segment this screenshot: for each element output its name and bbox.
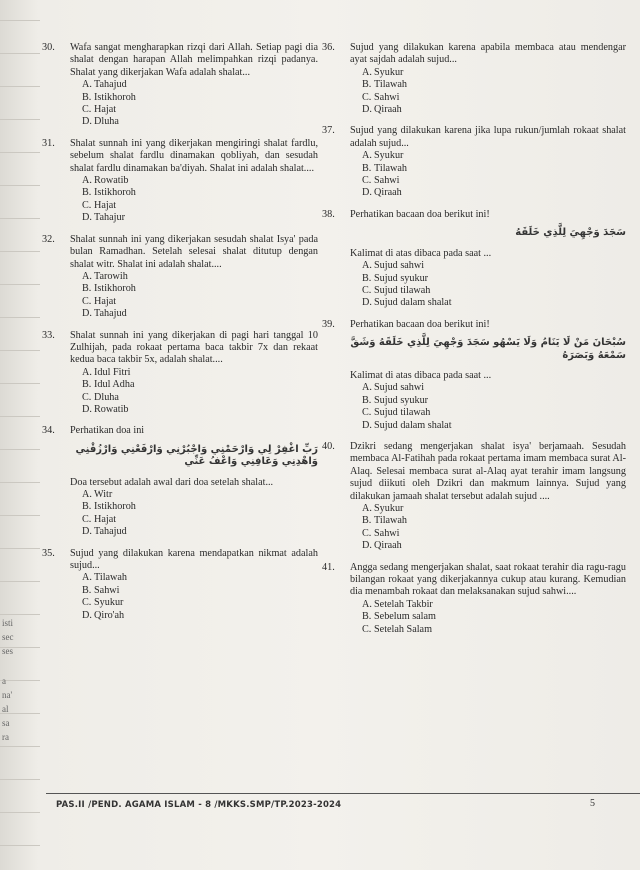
option-text: Sujud syukur [374,394,429,406]
answer-option [56,489,318,501]
answer-option [336,540,626,552]
option-text: Sahwi [374,527,400,539]
question-text: Angga sedang mengerjakan shalat, saat rokaat terahir dia ragu-ragu bilangan rokaat yang dikerjakannya cukup atau kurang. Kemudian dia menambah rokaat dan melaksanakan sujud sahwi.... [350,561,626,598]
option-letter: D. [82,609,92,621]
option-text: Qiraah [374,104,402,116]
question-text: Shalat sunnah ini yang dikerjakan mengiringi shalat fardlu, sebelum shalat fardlu dinamakan qobliyah, dan sesudah shalat fardlu dinamakan ba'diyah. Shalat ini adalah shalat.... [70,137,318,174]
question-text: Wafa sangat mengharapkan rizqi dari Allah. Setiap pagi dia shalat dengan harapan Allah melimpahkan rizqi padanya. Shalat yang dikerjakan Wafa adalah shalat... [70,42,318,78]
option-text: Tilawah [374,79,408,91]
option-letter: C. [82,391,92,403]
answer-option [336,67,626,79]
question-number: 34. [42,425,55,437]
option-text: Sujud sahwi [374,260,425,272]
question-number: 31. [42,137,55,149]
answer-option [336,515,626,527]
option-text: Sujud tilawah [374,284,431,296]
option-letter: D. [362,419,372,431]
option-letter: A. [362,382,372,394]
answer-option [56,585,318,597]
option-text: Syukur [374,150,404,162]
option-text: Sujud dalam shalat [374,419,452,431]
answer-option [336,599,626,611]
option-letter: B. [82,283,92,295]
option-letter: C. [82,295,92,307]
question-33 [42,329,318,426]
answer-option [336,163,626,175]
right-column [322,42,626,645]
option-text: Hajat [94,295,117,307]
option-text: Istikhoroh [94,283,136,295]
option-letter: A. [82,79,92,91]
option-text: Sahwi [374,175,400,187]
margin-fragment: a [2,676,6,686]
option-text: Syukur [94,597,124,609]
question-34 [42,425,318,547]
option-text: Hajat [94,199,117,211]
answer-option [56,187,318,199]
option-letter: B. [362,162,372,174]
answer-option [56,308,318,320]
option-text: Tahajur [94,212,125,224]
option-text: Tilawah [94,572,128,584]
arabic-prayer-text: سُبْحَانَ مَنْ لَا يَنَامُ وَلَا يَسْهُو سَجَدَ وَجْهِيَ لِلَّذِي خَلَقَهُ وَشَقَّ سَمْعَهُ وَبَصَرَهُ [350,337,626,361]
option-letter: C. [82,199,92,211]
margin-fragment: sa [2,718,10,728]
question-stem [42,42,318,79]
option-letter: D. [362,540,372,552]
answer-option [336,285,626,297]
question-36 [322,42,626,125]
answer-option [56,379,318,391]
answer-option [336,624,626,636]
option-letter: A. [362,503,372,514]
answer-option [56,514,318,526]
question-stem [42,425,318,437]
option-letter: C. [362,527,372,539]
option-text: Sujud dalam shalat [374,297,452,309]
question-stem [42,329,318,367]
option-text: Sujud tilawah [374,407,431,419]
option-text: Dluha [94,391,119,403]
question-prompt: Kalimat di atas dibaca pada saat ... [350,247,492,259]
question-stem [322,125,626,150]
option-text: Sujud sahwi [374,382,425,394]
answer-option [336,611,626,623]
margin-fragment: na' [2,690,13,700]
answer-option [336,260,626,272]
option-letter: A. [362,260,372,272]
question-text: Sujud yang dilakukan karena mendapatkan nikmat adalah sujud... [70,547,318,572]
question-stem [42,137,318,175]
question-number: 30. [42,42,55,53]
option-text: Setelah Salam [374,623,432,635]
question-number: 32. [42,233,55,245]
option-letter: A. [82,572,92,584]
option-letter: B. [82,91,92,103]
option-text: Rowatib [94,175,129,187]
option-text: Qiraah [374,540,402,552]
answer-option [56,283,318,295]
option-text: Sujud syukur [374,272,429,284]
question-text: Dzikri sedang mengerjakan shalat isya' berjamaah. Sesudah membaca Al-Fatihah pada rokaat pertama imam membaca surat Al-Alaq. Selesai membaca surat al-Alaq ayat terahir imam langsung sujud diikuti oleh Dzikri dan makmum lainnya. Sujud yang dilakukan jamaah shalat tersebut adalah sujud .... [350,440,626,502]
question-stem [322,318,626,331]
answer-option [336,150,626,162]
question-40 [322,440,626,562]
answer-option [336,395,626,407]
answer-option [336,92,626,104]
option-letter: C. [362,407,372,419]
question-41 [322,561,626,645]
answer-option [56,597,318,609]
margin-fragment: al [2,704,9,714]
option-letter: B. [362,515,372,527]
answer-option [336,528,626,540]
answer-option [336,79,626,91]
option-text: Witr [94,489,113,500]
question-text: Shalat sunnah ini yang dikerjakan di pagi hari tanggal 10 Zulhijah, pada rokaat pertama baca takbir 7x dan rekaat kedua baca takbir 5x, adalah shalat.... [70,329,318,366]
option-text: Istikhoroh [94,91,136,103]
option-letter: B. [82,584,92,596]
option-text: Syukur [374,66,404,78]
option-letter: C. [82,513,92,525]
arabic-prayer-text: رَبِّ اغْفِرْ لِي وَارْحَمْنِي وَاجْبُرْنِي وَارْفَعْنِي وَارْزُقْنِي وَاهْدِنِي وَعَافِنِي وَاعْفُ عَنِّي [75,443,318,468]
question-prompt: Doa tersebut adalah awal dari doa setelah shalat... [70,476,274,488]
answer-option [56,212,318,224]
arabic-prayer-text: سَجَدَ وَجْهِيَ لِلَّذِي خَلَقَهُ [515,227,626,239]
answer-option [336,503,626,515]
question-number: 36. [322,42,335,53]
option-letter: D. [82,308,92,320]
answer-option [56,367,318,379]
option-text: Setelah Takbir [374,598,433,610]
question-text: Perhatikan doa ini [70,425,145,437]
option-letter: D. [362,297,372,309]
option-text: Sebelum salam [374,611,436,623]
answer-option [336,382,626,394]
option-letter: B. [362,272,372,284]
question-stem [322,440,626,503]
option-letter: D. [82,212,92,224]
option-text: Tilawah [374,515,408,527]
question-stem [322,208,626,221]
option-text: Istikhoroh [94,501,136,513]
option-letter: B. [362,79,372,91]
option-text: Hajat [94,513,117,525]
option-letter: D. [362,187,372,199]
option-letter: C. [82,597,92,609]
option-text: Tarowih [94,270,128,282]
question-stem [42,547,318,573]
option-letter: D. [82,526,92,538]
question-37 [322,125,626,208]
option-letter: B. [82,379,92,391]
answer-option [336,407,626,419]
option-letter: A. [82,175,92,187]
question-stem [322,561,626,599]
answer-option [336,187,626,199]
left-column [42,42,318,631]
answer-option [56,200,318,212]
option-text: Tahajud [94,79,127,91]
answer-option [56,116,318,128]
option-letter: C. [362,623,372,635]
answer-option [56,501,318,513]
option-letter: B. [82,187,92,199]
question-text: Shalat sunnah ini yang dikerjakan sesudah shalat Isya' pada bulan Ramadhan. Setelah selesai shalat ditutup dengan shalat witr. Shalat ini adalah shalat.... [70,233,318,270]
option-letter: C. [82,104,92,116]
margin-fragment: ses [2,646,13,656]
margin-fragment: ra [2,732,9,742]
answer-option [56,610,318,622]
question-number: 33. [42,329,55,341]
question-text: Perhatikan bacaan doa berikut ini! [350,208,490,220]
option-letter: A. [82,489,92,500]
option-text: Tahajud [94,526,127,538]
option-text: Idul Fitri [94,366,131,378]
footer-divider [46,793,640,794]
answer-option [56,92,318,104]
option-text: Hajat [94,104,117,116]
question-39 [322,318,626,441]
option-letter: B. [362,611,372,623]
answer-option [56,404,318,416]
answer-option [56,572,318,584]
option-text: Sahwi [94,584,120,596]
option-letter: B. [362,394,372,406]
option-letter: C. [362,284,372,296]
question-number: 40. [322,440,335,452]
option-letter: B. [82,501,92,513]
answer-option [336,297,626,309]
option-letter: A. [82,270,92,282]
margin-fragment: sec [2,632,14,642]
answer-option [56,392,318,404]
option-letter: C. [362,175,372,187]
question-text: Perhatikan bacaan doa berikut ini! [350,318,490,330]
option-text: Dluha [94,116,119,128]
option-text: Tilawah [374,162,408,174]
option-letter: D. [362,104,372,116]
answer-option [56,271,318,283]
question-number: 38. [322,208,335,220]
option-letter: A. [82,366,92,378]
option-letter: D. [82,403,92,415]
option-letter: A. [362,66,372,78]
option-text: Idul Adha [94,379,135,391]
question-30 [42,42,318,138]
option-text: Tahajud [94,308,127,320]
option-text: Sahwi [374,91,400,103]
question-number: 39. [322,318,335,330]
question-text: Sujud yang dilakukan karena apabila membaca atau mendengar ayat sajdah adalah sujud... [350,42,626,66]
option-letter: C. [362,91,372,103]
option-text: Istikhoroh [94,187,136,199]
option-letter: A. [362,150,372,162]
answer-option [336,175,626,187]
question-number: 37. [322,125,335,137]
answer-option [56,296,318,308]
question-stem [42,233,318,271]
option-letter: A. [362,598,372,610]
question-35 [42,547,318,631]
question-text: Sujud yang dilakukan karena jika lupa rukun/jumlah rokaat shalat adalah sujud... [350,125,626,149]
option-text: Qiro'ah [94,609,125,621]
question-number: 35. [42,547,55,559]
answer-option [56,104,318,116]
question-31 [42,137,318,234]
option-letter: D. [82,116,92,128]
answer-option [336,420,626,432]
answer-option [336,104,626,116]
page-number: 5 [590,798,595,809]
answer-option [56,526,318,538]
question-number: 41. [322,561,335,573]
question-stem [322,42,626,67]
answer-option [336,273,626,285]
margin-fragment: isti [2,618,14,628]
question-38 [322,208,626,319]
option-text: Rowatib [94,403,129,415]
option-text: Syukur [374,503,404,514]
footer-text: PAS.II /PEND. AGAMA ISLAM - 8 /MKKS.SMP/TP.2023-2024 [56,800,342,810]
question-prompt: Kalimat di atas dibaca pada saat ... [350,369,492,381]
answer-option [56,175,318,187]
question-32 [42,233,318,330]
option-text: Qiraah [374,187,402,199]
answer-option [56,79,318,91]
